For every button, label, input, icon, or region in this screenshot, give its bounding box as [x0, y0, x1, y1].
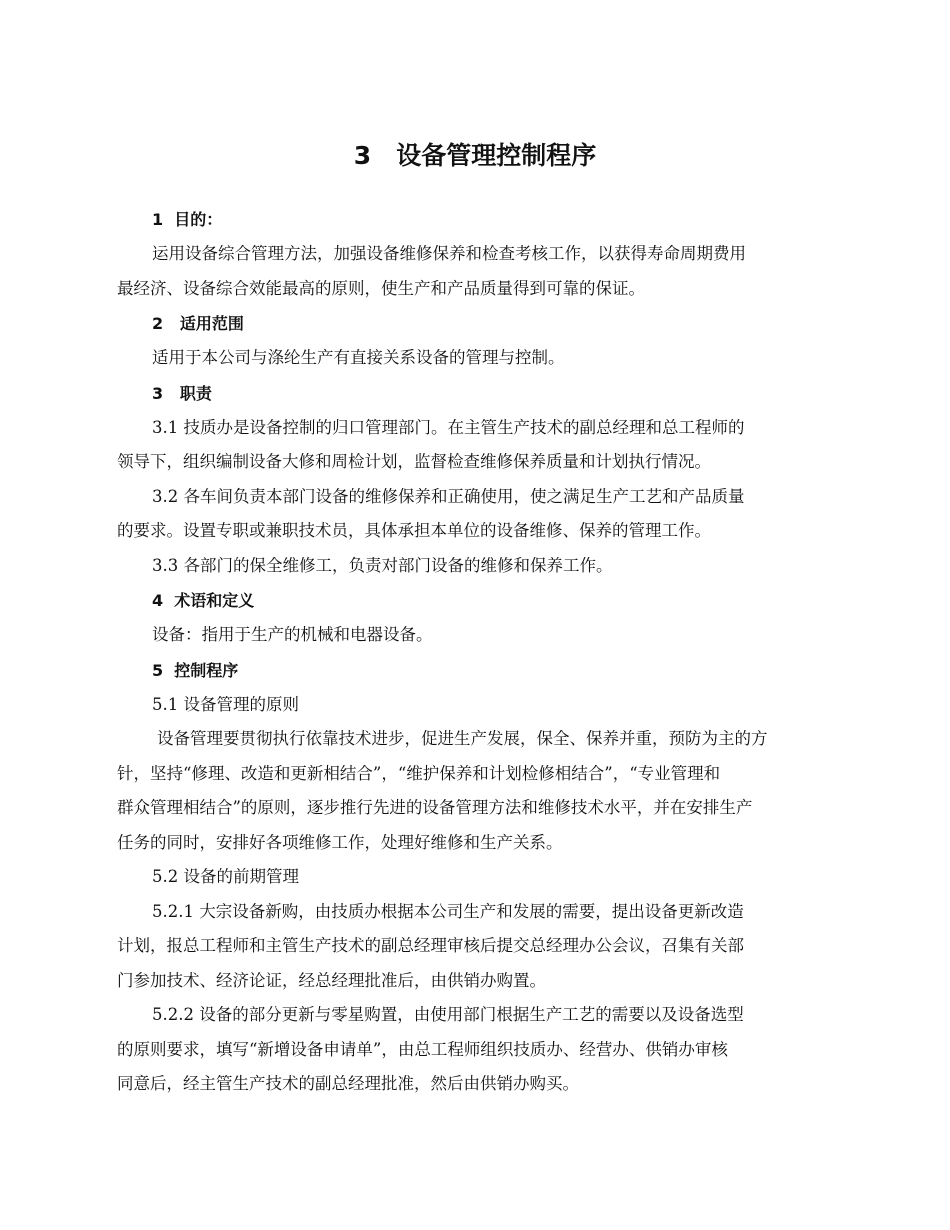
section-heading-scope: 2 适用范围	[152, 314, 244, 333]
paragraph-line: 针，坚持“修理、改造和更新相结合”，“维护保养和计划检修相结合”，“专业管理和	[117, 763, 721, 783]
paragraph-5-1-body	[117, 722, 847, 860]
section-heading-purpose: 1 目的：	[152, 210, 223, 229]
paragraph-line: 5.1 设备管理的原则	[152, 694, 299, 714]
paragraph-line: 门参加技术、经济论证，经总经理批准后，由供销办购置。	[117, 970, 546, 990]
page-title: 3 设备管理控制程序	[353, 141, 597, 170]
paragraph-line: 3.3 各部门的保全维修工，负责对部门设备的维修和保养工作。	[152, 555, 613, 575]
paragraph-5-1-heading	[117, 688, 847, 723]
paragraph-5-2-1	[117, 895, 847, 999]
document-body	[117, 202, 847, 1102]
paragraph-5-2-2	[117, 998, 847, 1102]
paragraph-line: 5.2.1 大宗设备新购，由技质办根据本公司生产和发展的需要，提出设备更新改造	[152, 901, 744, 921]
paragraph-5-2-heading	[117, 860, 847, 895]
paragraph-3-1	[117, 411, 847, 480]
section-heading-control-procedure: 5 控制程序	[152, 660, 239, 680]
paragraph-3-2	[117, 480, 847, 549]
paragraph-line: 3.2 各车间负责本部门设备的维修保养和正确使用，使之满足生产工艺和产品质量	[152, 486, 745, 506]
section-heading-responsibilities: 3 职责	[152, 383, 212, 403]
paragraph-line: 5.2.2 设备的部分更新与零星购置，由使用部门根据生产工艺的需要以及设备选型	[152, 1005, 744, 1024]
paragraph-line: 的要求。设置专职或兼职技术员，具体承担本单位的设备维修、保养的管理工作。	[117, 521, 711, 540]
paragraph-line: 的原则要求，填写“新增设备申请单”，由总工程师组织技质办、经营办、供销办审核	[117, 1039, 728, 1059]
paragraph-scope	[117, 341, 847, 376]
paragraph-line: 运用设备综合管理方法，加强设备维修保养和检查考核工作，以获得寿命周期费用	[152, 244, 746, 263]
paragraph-line: 群众管理相结合”的原则，逐步推行先进的设备管理方法和维修技术水平，并在安排生产	[117, 798, 753, 817]
paragraph-definitions	[117, 618, 847, 653]
paragraph-line: 领导下，组织编制设备大修和周检计划，监督检查维修保养质量和计划执行情况。	[117, 452, 711, 471]
paragraph-line: 设备：指用于生产的机械和电器设备。	[152, 625, 433, 644]
paragraph-line: 适用于本公司与涤纶生产有直接关系设备的管理与控制。	[152, 348, 565, 367]
paragraph-line: 任务的同时，安排好各项维修工作，处理好维修和生产关系。	[117, 832, 563, 852]
paragraph-line: 设备管理要贯彻执行依靠技术进步，促进生产发展，保全、保养并重，预防为主的方	[157, 729, 768, 748]
section-heading-definitions: 4 术语和定义	[152, 591, 255, 610]
paragraph-line: 最经济、设备综合效能最高的原则，使生产和产品质量得到可靠的保证。	[117, 278, 645, 298]
paragraph-line: 同意后，经主管生产技术的副总经理批准，然后由供销办购买。	[117, 1074, 579, 1093]
paragraph-3-3	[117, 549, 847, 584]
paragraph-line: 计划，报总工程师和主管生产技术的副总经理审核后提交总经理办公会议，召集有关部	[117, 936, 744, 955]
paragraph-line: 5.2 设备的前期管理	[152, 867, 299, 886]
paragraph-line: 3.1 技质办是设备控制的归口管理部门。在主管生产技术的副总经理和总工程师的	[152, 417, 745, 437]
paragraph-purpose	[117, 237, 847, 306]
